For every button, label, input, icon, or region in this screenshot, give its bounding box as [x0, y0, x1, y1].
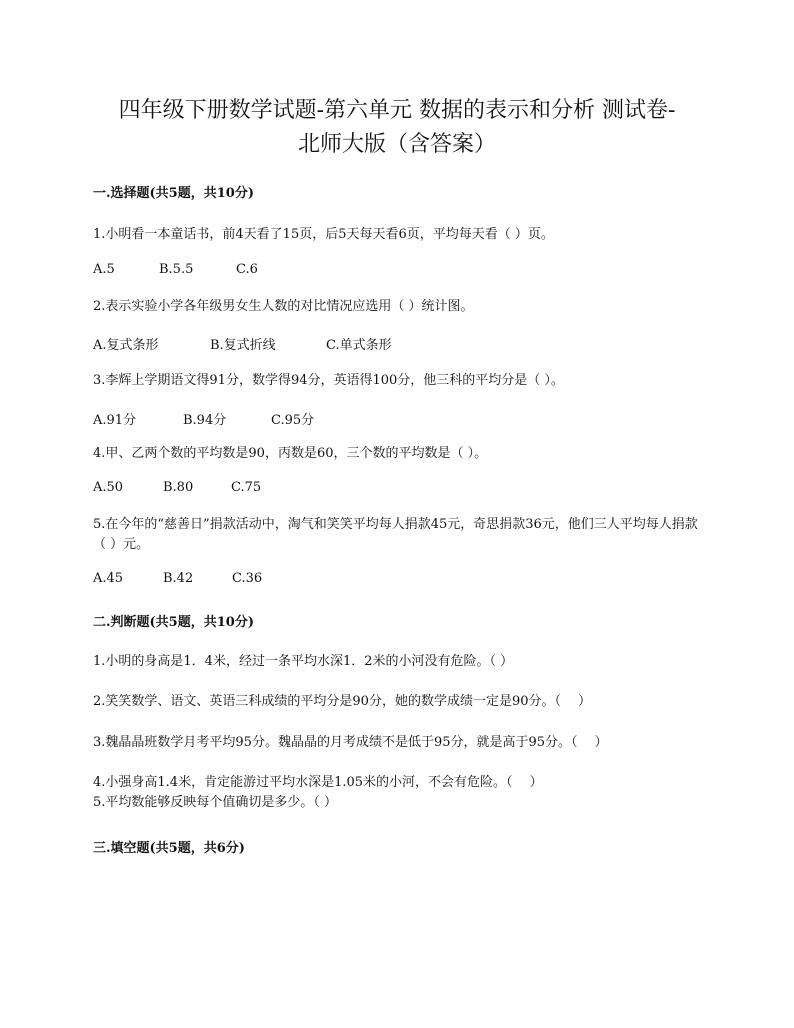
option-a: A.5 [93, 262, 115, 277]
options-row [93, 334, 392, 353]
section-heading-fill-blank: 三.填空题(共5题，共6分) [93, 841, 245, 856]
option-a: A.91分 [93, 413, 137, 428]
question-text: 3.魏晶晶班数学月考平均95分。魏晶晶的月考成绩不是低于95分，就是高于95分。（ ） [93, 735, 608, 750]
question-text: 4.小强身高1.4米，肯定能游过平均水深是1.05米的小河，不会有危险。（ ） [93, 775, 543, 790]
options-row [93, 262, 258, 277]
question-text: 4.甲、乙两个数的平均数是90，丙数是60，三个数的平均数是（ ）。 [93, 446, 488, 461]
page-title [60, 94, 734, 162]
section-heading-choice: 一.选择题(共5题，共10分) [93, 186, 254, 201]
option-a: A.45 [93, 571, 124, 586]
option-b: B.复式折线 [210, 338, 276, 353]
options-row [93, 480, 261, 495]
question-text: 3.李辉上学期语文得91分，数学得94分，英语得100分，他三科的平均分是（ ）。 [93, 373, 564, 388]
question-text: 2.笑笑数学、语文、英语三科成绩的平均分是90分，她的数学成绩一定是90分。（ ） [93, 694, 592, 709]
option-c: C.75 [231, 480, 262, 495]
option-c: C.36 [232, 571, 263, 586]
title-line-2: 北师大版（含答案） [297, 132, 496, 157]
title-line-1: 四年级下册数学试题-第六单元 数据的表示和分析 测试卷- [118, 98, 676, 123]
option-b: B.5.5 [159, 262, 194, 277]
options-row [93, 571, 262, 586]
option-b: B.94分 [183, 413, 227, 428]
question-text: 5.平均数能够反映每个值确切是多少。（ ） [93, 795, 338, 810]
question-text: 5.在今年的“慈善日”捐款活动中，淘气和笑笑平均每人捐款45元，奇思捐款36元，他们三人平均每人捐款（ ）元。 [93, 517, 698, 552]
option-c: C.95分 [271, 413, 315, 428]
question-text: 2.表示实验小学各年级男女生人数的对比情况应选用（ ）统计图。 [93, 299, 474, 314]
option-b: B.80 [163, 480, 194, 495]
option-a: A.50 [93, 480, 124, 495]
option-c: C.6 [236, 262, 258, 277]
options-row [93, 409, 314, 428]
option-a: A.复式条形 [93, 338, 159, 353]
option-b: B.42 [163, 571, 194, 586]
section-heading-true-false: 二.判断题(共5题，共10分) [93, 615, 254, 630]
question-text: 1.小明的身高是1．4米，经过一条平均水深1．2米的小河没有危险。（ ） [93, 654, 514, 669]
option-c: C.单式条形 [326, 338, 392, 353]
question-text: 1.小明看一本童话书，前4天看了15页，后5天每天看6页，平均每天看（ ）页。 [93, 227, 554, 242]
